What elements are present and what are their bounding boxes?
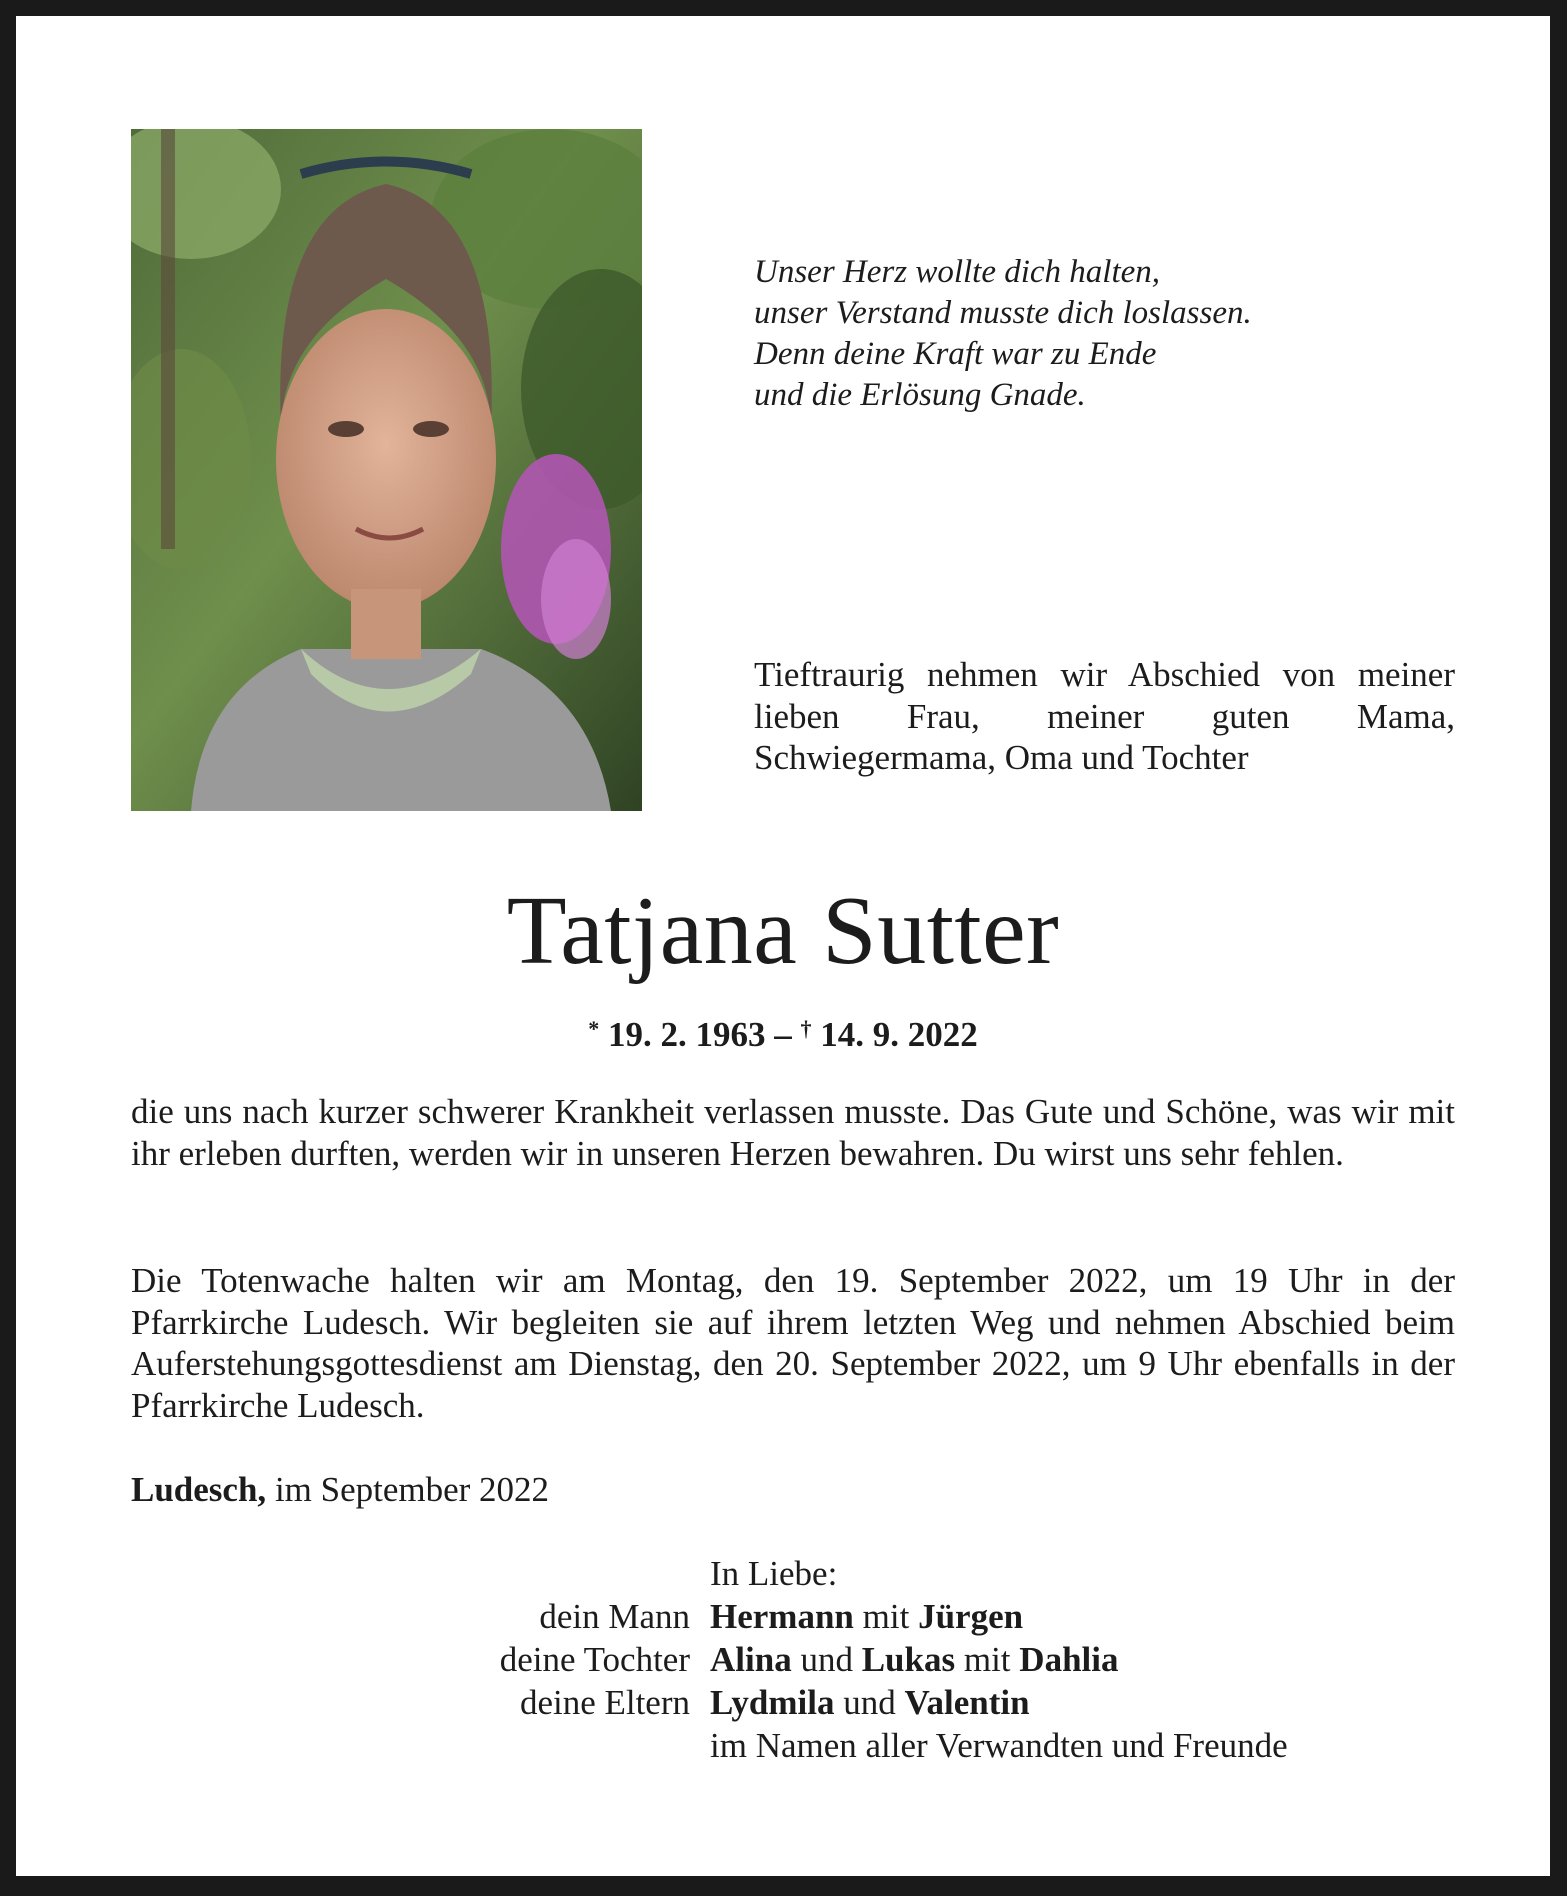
born-symbol: *: [588, 1016, 600, 1041]
mourner-joiner: und: [834, 1683, 905, 1722]
portrait-photo-drawing: [131, 129, 642, 811]
mourner-relation: dein Mann: [539, 1597, 690, 1636]
signoff-heading: In Liebe:: [710, 1554, 838, 1593]
signoff-closing-row: [16, 1724, 1550, 1767]
body-paragraph: die uns nach kurzer schwerer Krankheit verlassen musste. Das Gute und Schöne, was wir mit ihr erleben durften, werden wir in unseren Herzen bewahren. Du wirst uns sehr fehlen.: [131, 1092, 1455, 1173]
signoff-block: [16, 1552, 1550, 1767]
mourner-row: [16, 1638, 1550, 1681]
mourner-relation: deine Eltern: [519, 1683, 690, 1722]
poem-line: und die Erlösung Gnade.: [754, 377, 1086, 413]
place-date: im September 2022: [266, 1470, 550, 1509]
poem-line: unser Verstand musste dich loslassen.: [754, 295, 1252, 331]
mourner-name: Hermann: [710, 1597, 854, 1636]
died-symbol: †: [800, 1016, 812, 1041]
mourner-names: [710, 1638, 1119, 1681]
intro-text: Tieftraurig nehmen wir Abschied von meiner lieben Frau, meiner guten Mama, Schwiegermama, Oma und Tochter: [754, 655, 1455, 777]
poem-line: Denn deine Kraft war zu Ende: [754, 336, 1157, 372]
mourner-names: [710, 1681, 1030, 1724]
death-date: 14. 9. 2022: [820, 1015, 978, 1054]
deceased-name: Tatjana Sutter: [506, 877, 1060, 985]
birth-date: 19. 2. 1963: [608, 1015, 766, 1054]
signoff-heading-row: [16, 1552, 1550, 1595]
memorial-poem: [754, 252, 1474, 416]
mourner-joiner: mit: [955, 1640, 1020, 1679]
date-separator: –: [765, 1015, 801, 1054]
mourner-name: Dahlia: [1019, 1640, 1119, 1679]
mourner-name: Valentin: [904, 1683, 1030, 1722]
mourner-names: [710, 1595, 1023, 1638]
mourner-relation: deine Tochter: [499, 1640, 690, 1679]
mourner-name: Alina: [710, 1640, 792, 1679]
mourner-name: Lukas: [861, 1640, 956, 1679]
mourner-name: Jürgen: [918, 1597, 1024, 1636]
place-and-date: [131, 1469, 549, 1511]
service-paragraph: Die Totenwache halten wir am Montag, den 19. September 2022, um 19 Uhr in der Pfarrkirche Ludesch. Wir begleiten sie auf ihrem letzten Weg und nehmen Abschied beim Auferstehungsgottesdienst am Dienstag, den 20. September 2022, um 9 Uhr ebenfalls in der Pfarrkirche Ludesch.: [131, 1261, 1455, 1425]
mourner-name: Lydmila: [710, 1683, 835, 1722]
mourner-row: [16, 1595, 1550, 1638]
life-dates: [16, 1008, 1550, 1056]
place-town: Ludesch,: [131, 1470, 267, 1509]
mourner-joiner: und: [791, 1640, 862, 1679]
portrait-photo: [131, 129, 642, 811]
signoff-closing: im Namen aller Verwandten und Freunde: [710, 1726, 1288, 1765]
poem-line: Unser Herz wollte dich halten,: [754, 254, 1161, 290]
mourner-joiner: mit: [853, 1597, 919, 1636]
mourner-row: [16, 1681, 1550, 1724]
